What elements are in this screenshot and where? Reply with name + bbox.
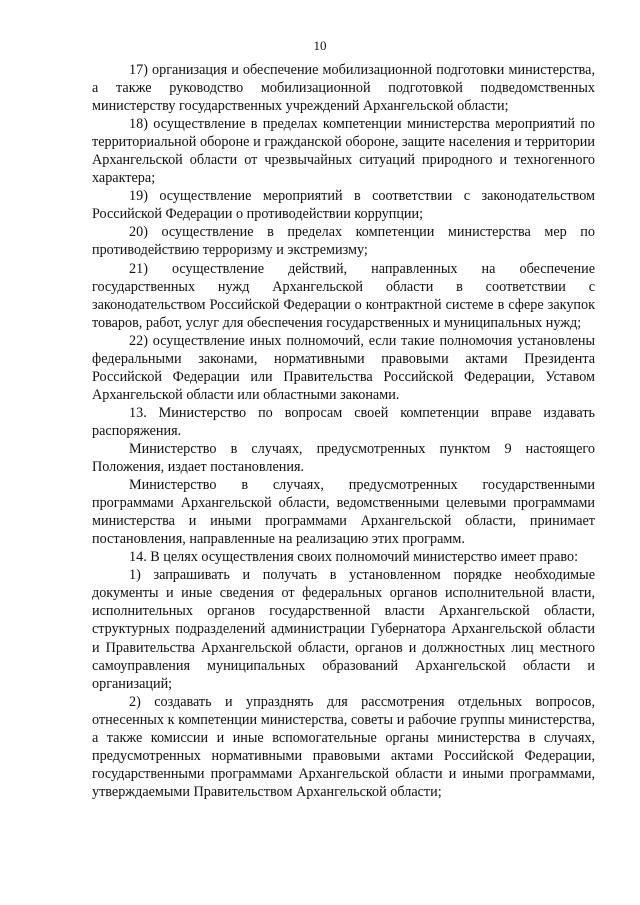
paragraph-clause-13: 13. Министерство по вопросам своей компетенции вправе издавать распоряжения. <box>92 404 595 439</box>
paragraph-clause-14: 14. В целях осуществления своих полномочий министерство имеет право: <box>129 549 579 566</box>
paragraph-item-17: 17) организация и обеспечение мобилизационной подготовки министерства, а также руководство мобилизационной подготовкой подведомственных министерству государственных учреждений Архангельской области; <box>92 62 595 115</box>
paragraph-right-1: 1) запрашивать и получать в установленном порядке необходимые документы и иные сведения от федеральных органов исполнительной власти, исполнительных органов государственной власти Архангельской области, структурных подразделений администрации Губернатора Архангельской области и Правительства Архангельской области, органов и должностных лиц местного самоуправления муниципальных образований Архангельской области и организаций; <box>92 567 595 692</box>
paragraph-clause-13-resolutions: Министерство в случаях, предусмотренных пунктом 9 настоящего Положения, издает постановления. <box>92 440 595 476</box>
paragraph-item-19: 19) осуществление мероприятий в соответствии с законодательством Российской Федерации о противодействии коррупции; <box>92 188 595 223</box>
document-body <box>92 61 595 801</box>
paragraph-right-2: 2) создавать и упразднять для рассмотрения отдельных вопросов, отнесенных к компетенции министерства, советы и рабочие группы министерства, а также комиссии и иные вспомогательные органы министерства в случаях, предусмотренных нормативными правовыми актами Российской Федерации, государственными программами Архангельской области и иными программами, утверждаемыми Правительством Архангельской области; <box>92 693 595 800</box>
paragraph-item-21: 21) осуществление действий, направленных на обеспечение государственных нужд Архангельской области в соответствии с законодательством Российской Федерации о контрактной системе в сфере закупок товаров, работ, услуг для обеспечения государственных и муниципальных нужд; <box>92 260 595 331</box>
paragraph-item-22: 22) осуществление иных полномочий, если такие полномочия установлены федеральными законами, нормативными правовыми актами Президента Российской Федерации или Правительства Российской Федерации, Уставом Архангельской области или областными законами. <box>92 332 595 403</box>
page-number: 10 <box>313 38 327 53</box>
paragraph-item-18: 18) осуществление в пределах компетенции министерства мероприятий по территориальной обороне и гражданской обороне, защите населения и территории Архангельской области от чрезвычайных ситуаций природного и техногенного характера; <box>92 116 595 187</box>
paragraph-clause-13-programs: Министерство в случаях, предусмотренных государственными программами Архангельской области, ведомственными целевыми программами министерства и иными программами Архангельской области, принимает постановления, направленные на реализацию этих программ. <box>92 477 595 548</box>
paragraph-item-20: 20) осуществление в пределах компетенции министерства мер по противодействию терроризму и экстремизму; <box>92 224 595 259</box>
